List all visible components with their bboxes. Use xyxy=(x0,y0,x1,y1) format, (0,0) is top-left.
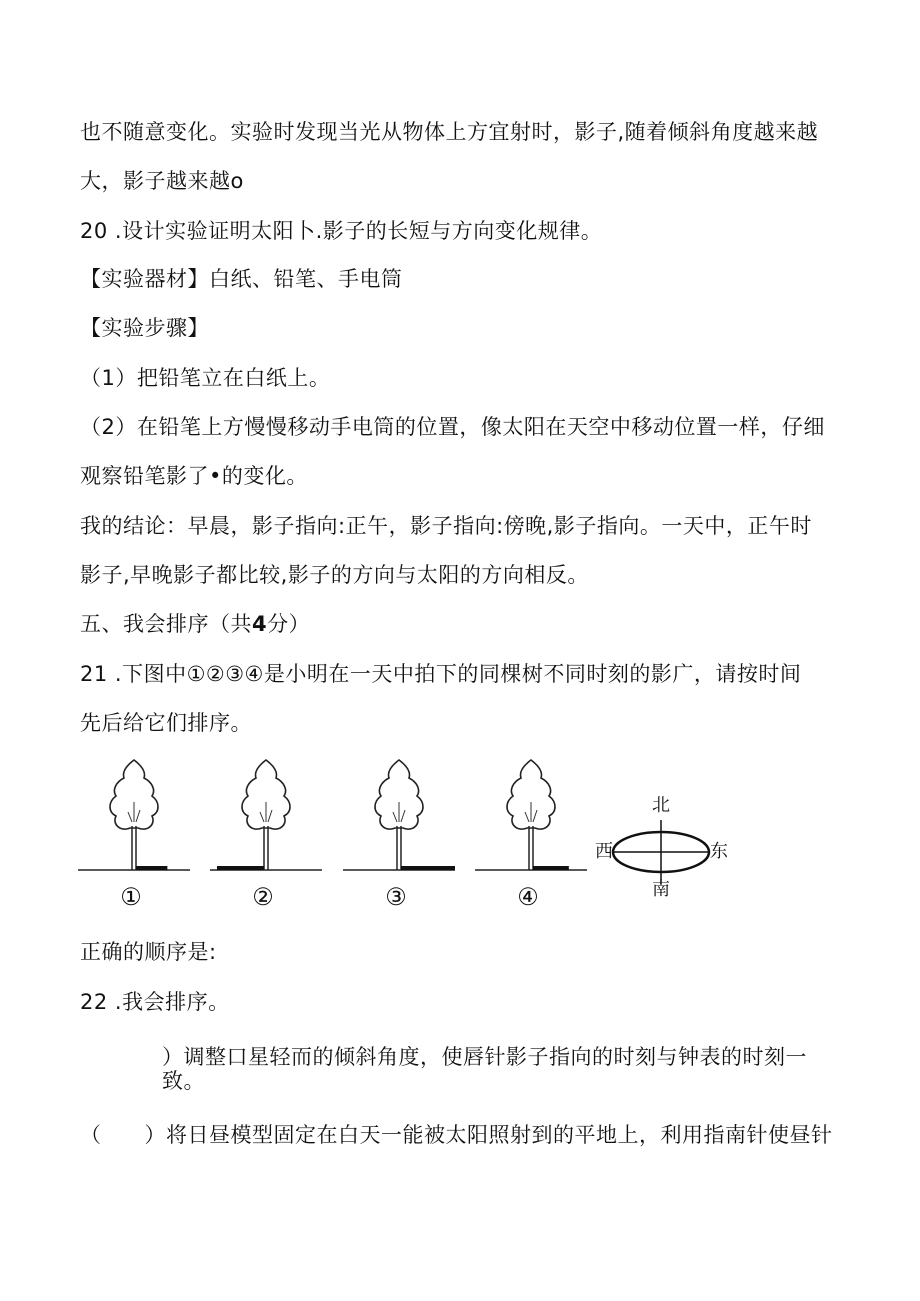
tree-branches xyxy=(128,802,140,822)
tree-label: ① xyxy=(120,883,142,911)
tree-label: ② xyxy=(252,883,274,911)
experiment-materials: 【实验器材】白纸、铅笔、手电筒 xyxy=(80,267,403,291)
tree-1 xyxy=(78,752,190,927)
experiment-steps-heading: 【实验步骤】 xyxy=(80,316,209,340)
step-adjust-cont: 致。 xyxy=(162,1069,205,1093)
conclusion-cont: 影子,早晚影子都比较,影子的方向与太阳的方向相反。 xyxy=(80,563,589,587)
tree-shadow xyxy=(136,866,167,870)
section-5-heading xyxy=(80,609,310,639)
step-adjust: ）调整口星轻而的倾斜角度，使唇针影子指向的时刻与钟表的时刻一 xyxy=(162,1045,807,1069)
text-line-1: 也不随意变化。实验时发现当光从物体上方宜射时，影子,随着倾斜角度越来越 xyxy=(80,120,819,144)
step-2-cont: 观察铅笔影了•的变化。 xyxy=(80,464,308,488)
compass-rose xyxy=(593,795,728,902)
compass-west: 西 xyxy=(595,841,613,862)
tree-3 xyxy=(343,752,455,927)
section-5-prefix: 五、我会排序（共 xyxy=(80,612,252,636)
conclusion: 我的结论：早晨，影子指向:正午，影子指向:傍晚,影子指向。一天中，正午时 xyxy=(80,514,812,538)
tree-2 xyxy=(210,752,322,927)
tree-shadow-figure xyxy=(78,752,728,927)
tree-branches xyxy=(260,802,272,822)
compass-north: 北 xyxy=(652,795,670,816)
section-5-suffix: 分） xyxy=(267,612,311,636)
correct-order: 正确的顺序是: xyxy=(80,940,217,964)
step-2: （2）在铅笔上方慢慢移动手电筒的位置，像太阳在天空中移动位置一样，仔细 xyxy=(80,415,825,439)
tree-shadow xyxy=(533,866,569,870)
text-line-2: 大，影子越来越o xyxy=(80,169,244,193)
compass-east: 东 xyxy=(710,841,728,862)
tree-label: ③ xyxy=(385,883,407,911)
tree-shadow xyxy=(217,866,264,870)
step-fix-model: （ ）将日昼模型固定在白天一能被太阳照射到的平地上，利用指南针使昼针 xyxy=(80,1123,833,1147)
compass-south: 南 xyxy=(652,879,670,900)
question-21-cont: 先后给它们排序。 xyxy=(80,711,252,735)
question-20: 20 .设计实验证明太阳卜.影子的长短与方向变化规律。 xyxy=(80,219,603,243)
tree-shadow xyxy=(401,866,455,870)
step-1: （1）把铅笔立在白纸上。 xyxy=(80,366,331,390)
tree-4 xyxy=(475,752,587,927)
section-5-score: 4 xyxy=(252,612,268,636)
tree-branches xyxy=(525,802,537,822)
question-22: 22 .我会排序。 xyxy=(80,990,230,1014)
question-21: 21 .下图中①②③④是小明在一天中拍下的同棵树不同时刻的影广，请按时间 xyxy=(80,662,802,686)
tree-branches xyxy=(393,802,405,822)
tree-label: ④ xyxy=(517,883,539,911)
